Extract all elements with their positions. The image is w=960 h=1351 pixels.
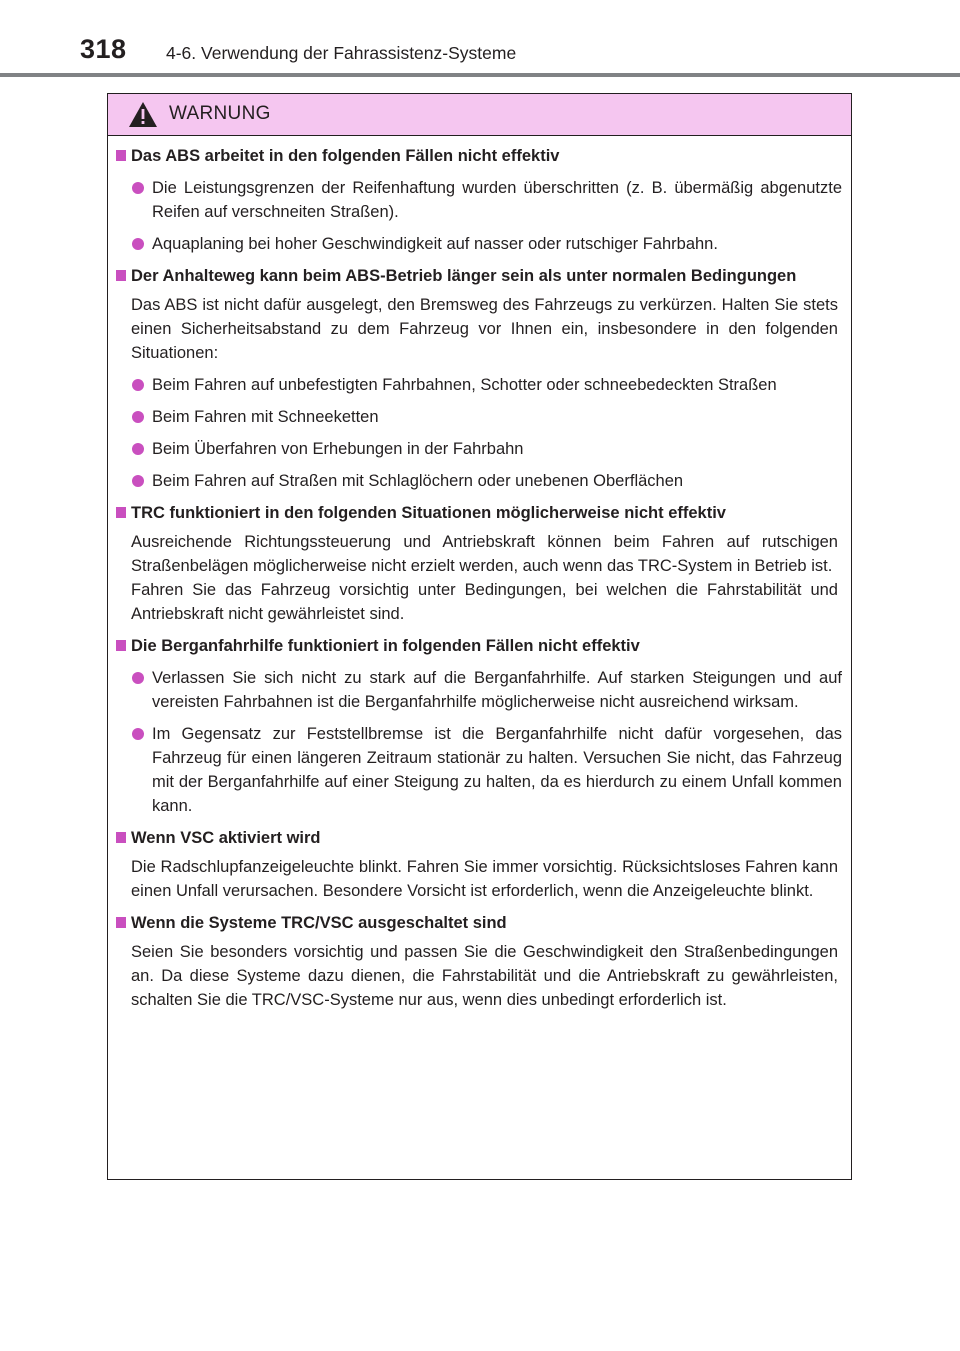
warning-section-heading	[116, 144, 842, 168]
circle-bullet-icon	[132, 238, 144, 250]
heading-text: Die Berganfahrhilfe funktioniert in folgenden Fällen nicht effektiv	[131, 637, 640, 655]
warning-bullet-item	[116, 722, 842, 818]
warning-bullet-item	[116, 405, 842, 429]
section-title: 4-6. Verwendung der Fahrassistenz-Systeme	[166, 43, 517, 63]
circle-bullet-icon	[132, 182, 144, 194]
bullet-text: Beim Überfahren von Erhebungen in der Fahrbahn	[152, 440, 524, 458]
circle-bullet-icon	[132, 379, 144, 391]
bullet-text: Beim Fahren auf Straßen mit Schlaglöchern oder unebenen Oberflächen	[152, 472, 684, 490]
page-header	[0, 0, 960, 78]
warning-bullet-item	[116, 469, 842, 493]
warning-paragraph: Ausreichende Richtungssteuerung und Antriebskraft können beim Fahren auf rutschigen Straßenbelägen möglicherweise nicht erzielt werden, auch wenn das TRC-System in Betrieb ist.	[131, 533, 838, 575]
warning-bullet-item	[116, 373, 842, 397]
bullet-text: Aquaplaning bei hoher Geschwindigkeit auf nasser oder rutschiger Fahrbahn.	[152, 235, 718, 253]
bullet-text: Im Gegensatz zur Feststellbremse ist die Berganfahrhilfe nicht dafür vorgesehen, das Fahrzeug für einen längeren Zeitraum stationär zu halten. Versuchen Sie nicht, das Fahrzeug mit der Berganfahrhilfe auf einer Steigung zu halten, da es hierdurch zu einem Unfall kommen kann.	[152, 725, 842, 815]
square-bullet-icon	[116, 270, 126, 281]
warning-section-heading	[116, 826, 842, 850]
square-bullet-icon	[116, 917, 126, 928]
circle-bullet-icon	[132, 443, 144, 455]
heading-text: Das ABS arbeitet in den folgenden Fällen nicht effektiv	[131, 147, 560, 165]
warning-header	[108, 94, 851, 136]
heading-text: Der Anhalteweg kann beim ABS-Betrieb länger sein als unter normalen Bedingungen	[131, 267, 797, 285]
warning-title: WARNUNG	[169, 103, 271, 124]
bullet-text: Beim Fahren auf unbefestigten Fahrbahnen, Schotter oder schneebedeckten Straßen	[152, 376, 777, 394]
warning-box	[107, 93, 852, 1180]
bullet-text: Verlassen Sie sich nicht zu stark auf die Berganfahrhilfe. Auf starken Steigungen und auf vereisten Fahrbahnen ist die Berganfahrhilfe möglicherweise nicht ausreichend wirksam.	[152, 669, 842, 711]
square-bullet-icon	[116, 150, 126, 161]
circle-bullet-icon	[132, 728, 144, 740]
square-bullet-icon	[116, 507, 126, 518]
warning-paragraph: Das ABS ist nicht dafür ausgelegt, den Bremsweg des Fahrzeugs zu verkürzen. Halten Sie stets einen Sicherheitsabstand zu dem Fahrzeug vor Ihnen ein, insbesondere in den folgenden Situationen:	[131, 296, 838, 362]
warning-paragraph: Fahren Sie das Fahrzeug vorsichtig unter Bedingungen, bei welchen die Fahrstabilität und Antriebskraft nicht gewährleistet sind.	[131, 581, 838, 623]
warning-bullet-item	[116, 666, 842, 714]
warning-section-heading	[116, 264, 842, 288]
circle-bullet-icon	[132, 411, 144, 423]
heading-text: Wenn VSC aktiviert wird	[131, 829, 321, 847]
circle-bullet-icon	[132, 672, 144, 684]
heading-text: Wenn die Systeme TRC/VSC ausgeschaltet sind	[131, 914, 507, 932]
page-number: 318	[80, 34, 127, 64]
square-bullet-icon	[116, 832, 126, 843]
square-bullet-icon	[116, 640, 126, 651]
warning-bullet-item	[116, 176, 842, 224]
warning-paragraph: Die Radschlupfanzeigeleuchte blinkt. Fahren Sie immer vorsichtig. Rücksichtsloses Fahren kann einen Unfall verursachen. Besondere Vorsicht ist erforderlich, wenn die Anzeigeleuchte blinkt.	[131, 858, 838, 900]
heading-text: TRC funktioniert in den folgenden Situationen möglicherweise nicht effektiv	[131, 504, 726, 522]
warning-section-heading	[116, 911, 842, 935]
bullet-text: Beim Fahren mit Schneeketten	[152, 408, 379, 426]
circle-bullet-icon	[132, 475, 144, 487]
warning-triangle-icon	[128, 101, 158, 128]
warning-section-heading	[116, 501, 842, 525]
header-rule	[0, 73, 960, 77]
bullet-text: Die Leistungsgrenzen der Reifenhaftung wurden überschritten (z. B. übermäßig abgenutzte Reifen auf verschneiten Straßen).	[152, 179, 842, 221]
warning-body	[108, 136, 851, 1012]
warning-bullet-item	[116, 232, 842, 256]
warning-paragraph: Seien Sie besonders vorsichtig und passen Sie die Geschwindigkeit den Straßenbedingungen an. Da diese Systeme dazu dienen, die Fahrstabilität und die Antriebskraft zu gewährleisten, schalten Sie die TRC/VSC-Systeme nur aus, wenn dies unbedingt erforderlich ist.	[131, 943, 838, 1009]
warning-section-heading	[116, 634, 842, 658]
warning-bullet-item	[116, 437, 842, 461]
